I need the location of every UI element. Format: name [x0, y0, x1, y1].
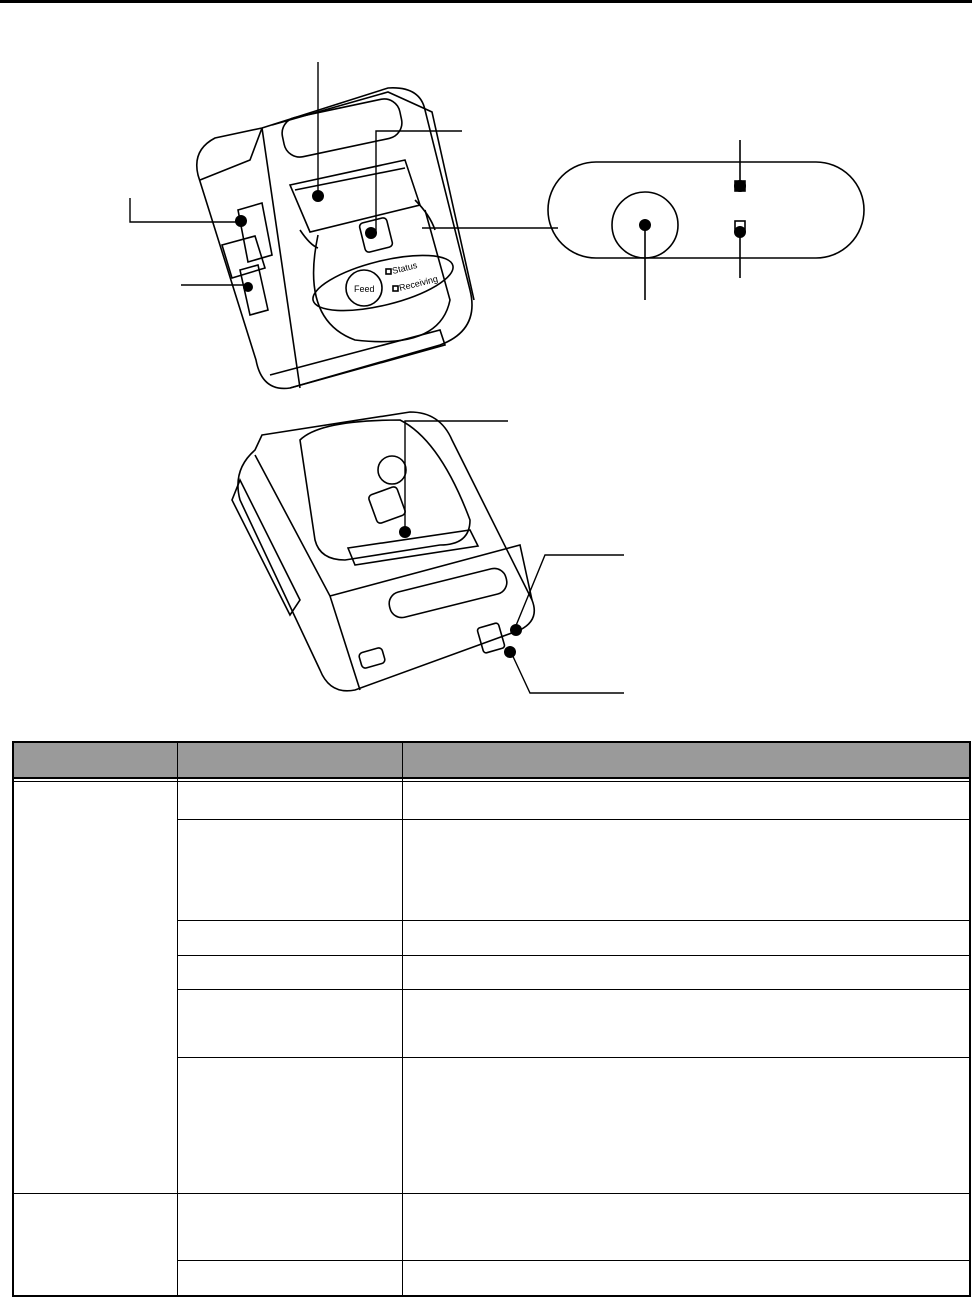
receiving-led-label: Receiving: [398, 273, 439, 293]
description-cell: [402, 956, 970, 990]
item-cell: [177, 990, 402, 1058]
description-cell: [402, 1194, 970, 1261]
description-cell: [402, 782, 970, 820]
table-row: [13, 1194, 970, 1261]
printer-top-view: [197, 88, 474, 389]
description-cell: [402, 990, 970, 1058]
item-cell: [177, 956, 402, 990]
callout-dots: [235, 180, 746, 658]
printer-bottom-view: [232, 412, 534, 691]
description-cell: [402, 820, 970, 921]
table-header-row: [13, 742, 970, 778]
header-description: [402, 742, 970, 778]
item-cell: [177, 820, 402, 921]
header-item: [177, 742, 402, 778]
group-cell: [13, 782, 177, 1194]
table-row: [13, 782, 970, 820]
description-cell: [402, 1058, 970, 1194]
description-cell: [402, 1261, 970, 1296]
item-cell: [177, 1058, 402, 1194]
item-cell: [177, 1194, 402, 1261]
item-cell: [177, 1261, 402, 1296]
item-cell: [177, 921, 402, 956]
status-led-label: Status: [391, 260, 419, 276]
group-cell: [13, 1194, 177, 1296]
spec-table: [12, 741, 971, 1297]
item-cell: [177, 782, 402, 820]
header-category: [13, 742, 177, 778]
description-cell: [402, 921, 970, 956]
control-panel-zoom: [548, 140, 864, 300]
feed-button-label: Feed: [354, 284, 375, 294]
